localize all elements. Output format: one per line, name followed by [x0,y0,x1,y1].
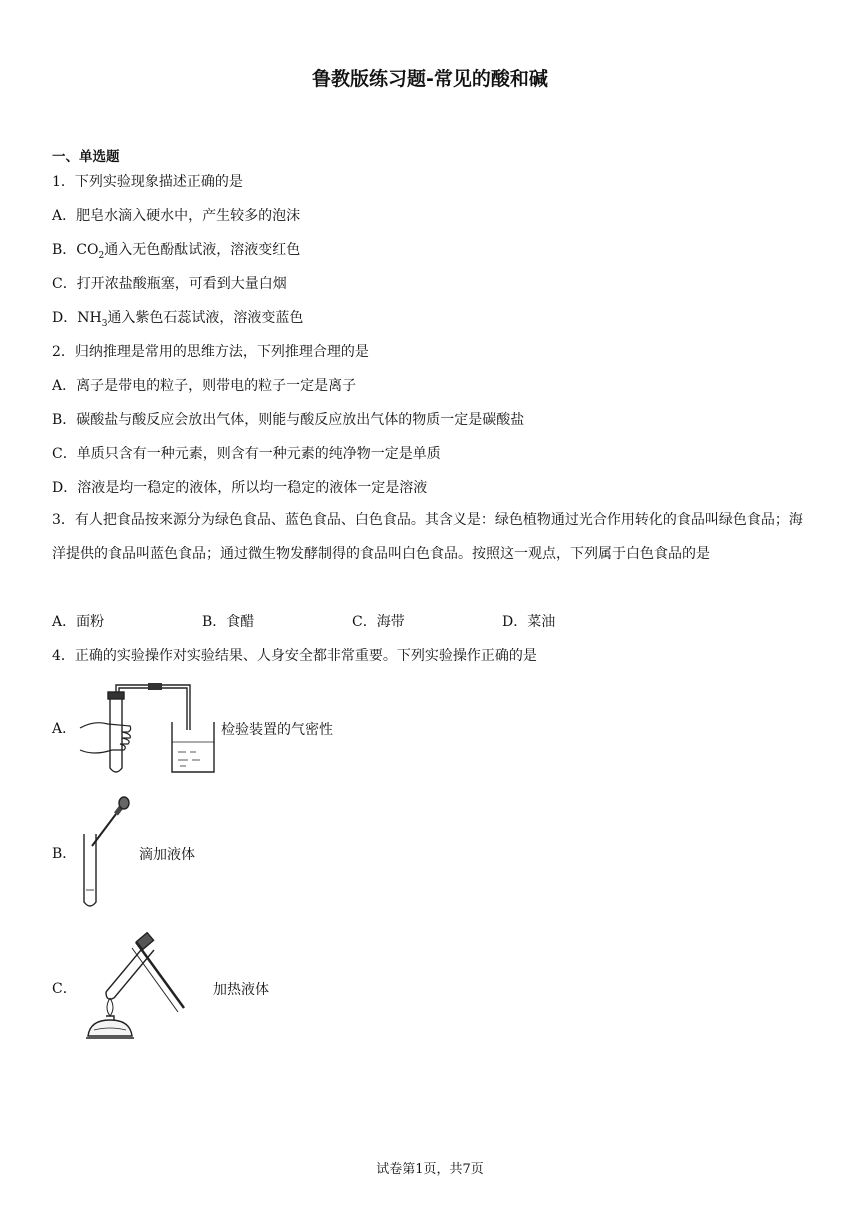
q1-option-c: C．打开浓盐酸瓶塞，可看到大量白烟 [52,276,287,292]
q3-option-a: A．面粉 [52,614,105,630]
q2-option-d: D．溶液是均一稳定的液体，所以均一稳定的液体一定是溶液 [52,480,428,496]
question-4-stem: 4．正确的实验操作对实验结果、人身安全都非常重要。下列实验操作正确的是 [52,648,537,664]
q3-option-d: D．菜油 [502,614,556,630]
section-heading: 一、单选题 [52,149,120,165]
page-title: 鲁教版练习题-常见的酸和碱 [312,68,548,90]
q2-option-c: C．单质只含有一种元素，则含有一种元素的纯净物一定是单质 [52,446,441,462]
q4-option-a-label: A． [52,721,77,737]
q1-option-b: B．$CO_2$通入无色酚酞试液，溶液变红色 [52,242,301,261]
q4-option-b-label: B． [52,846,77,862]
q1-option-a: A．肥皂水滴入硬水中，产生较多的泡沫 [52,208,301,224]
question-1-stem: 1．下列实验现象描述正确的是 [52,174,243,190]
dropper-test-tube-figure [72,794,142,914]
q3-option-c: C．海带 [352,614,405,630]
question-3-stem: 3．有人把食品按来源分为绿色食品、蓝色食品、白色食品。其含义是：绿色植物通过光合作用转化的食品叫绿色食品；海洋提供的食品叫蓝色食品；通过微生物发酵制得的食品叫白色食品。按照这一观点，下列属于白色食品的是 [52,512,803,562]
q4-option-c-label: C． [52,981,77,997]
question-2-stem: 2．归纳推理是常用的思维方法，下列推理合理的是 [52,344,369,360]
q4-option-a-caption: 检验装置的气密性 [221,722,333,738]
q2-option-b: B．碳酸盐与酸反应会放出气体，则能与酸反应放出气体的物质一定是碳酸盐 [52,412,525,428]
q3-option-b: B．食醋 [202,614,255,630]
q1-option-d: D．$NH_3$通入紫色石蕊试液，溶液变蓝色 [52,310,304,329]
q4-option-b-caption: 滴加液体 [139,847,195,863]
heating-liquid-figure [76,932,191,1044]
page-footer: 试卷第1页，共7页 [376,1162,484,1177]
airtightness-check-figure [72,680,222,780]
q4-option-c-caption: 加热液体 [213,982,269,998]
q2-option-a: A．离子是带电的粒子，则带电的粒子一定是离子 [52,378,357,394]
